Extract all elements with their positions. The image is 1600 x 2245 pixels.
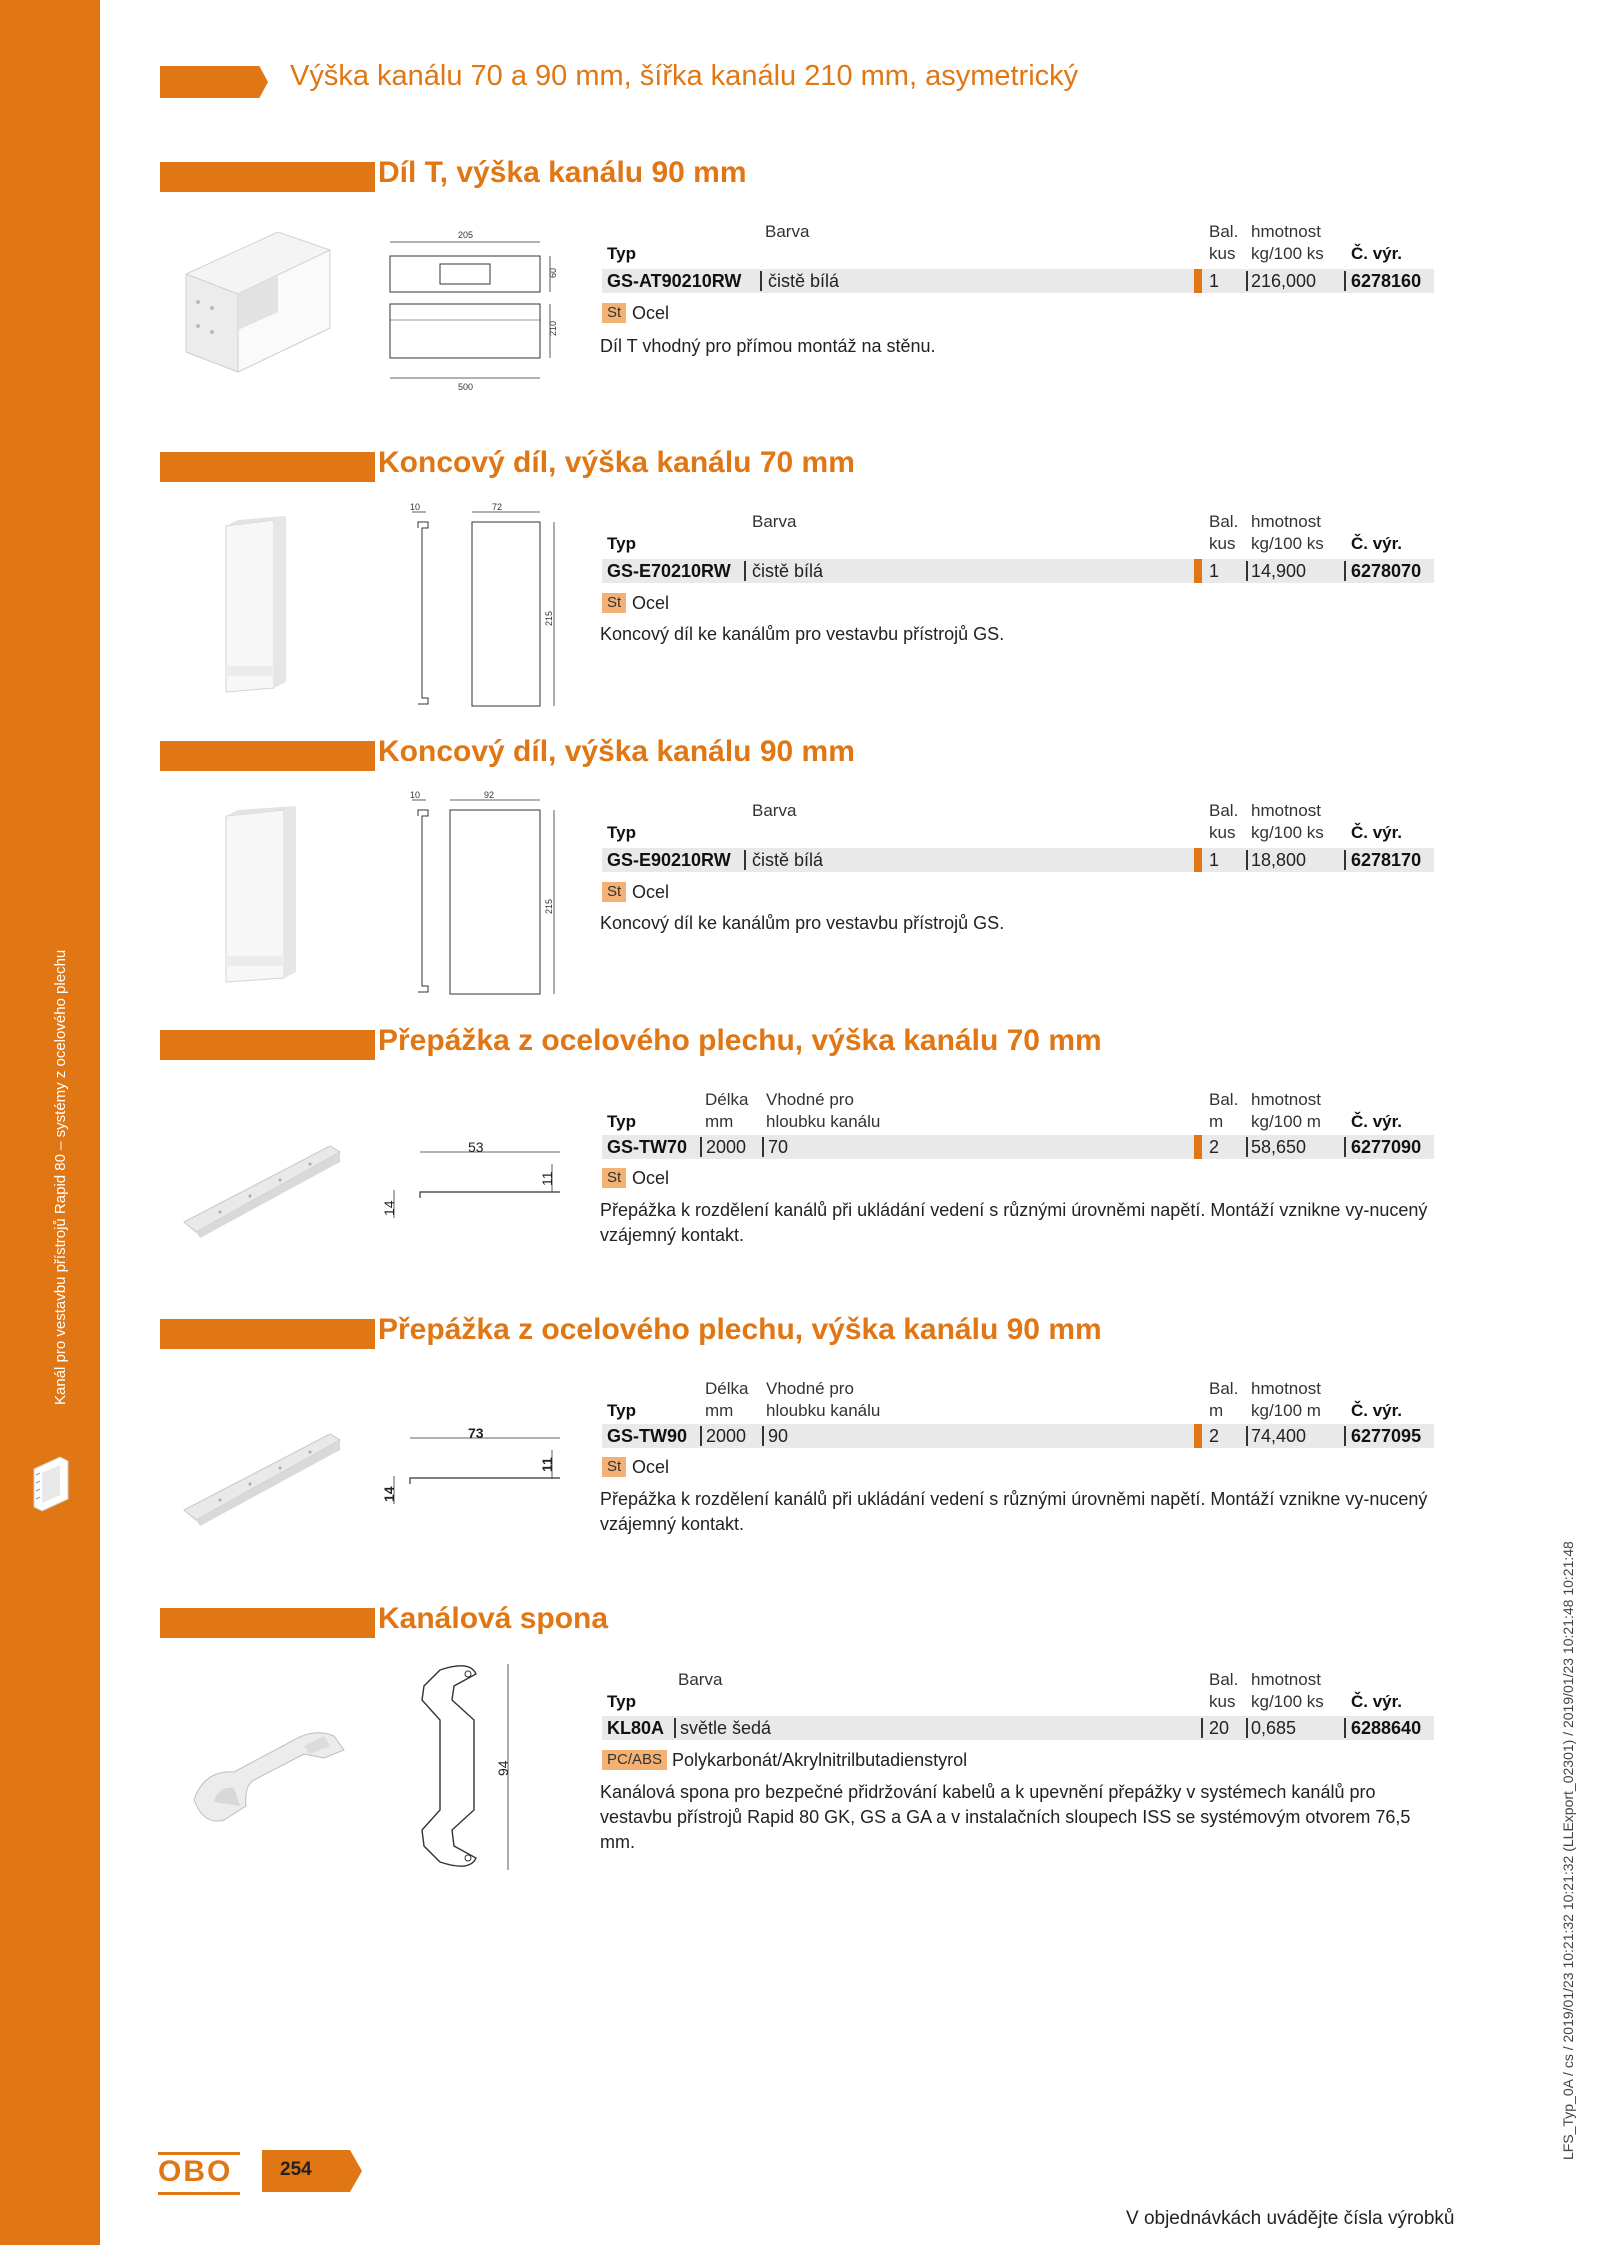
product-photo-t-piece [178,232,338,398]
cell-cislo: 6277095 [1351,1426,1422,1446]
col-header: mm [705,1112,734,1131]
section-accent [160,1608,375,1638]
dim-label: 11 [539,1457,555,1472]
separator [744,850,746,870]
cell-cislo: 6277090 [1351,1137,1422,1157]
row-marker [1194,269,1202,293]
section-title: Přepážka z ocelového plechu, výška kanálu 90 mm [378,1313,1102,1346]
col-header: m [1209,1401,1224,1420]
cell-hmotnost: 0,685 [1251,1718,1297,1738]
product-photo-divider-90 [180,1428,345,1528]
cell-hmotnost: 58,650 [1251,1137,1307,1157]
separator [700,1137,702,1157]
separator [760,271,762,291]
col-header-typ: Typ [607,1692,636,1711]
col-header-typ: Typ [607,1112,636,1131]
separator [1344,1137,1346,1157]
drawing-divider-90 [380,1420,570,1520]
material-text: Polykarbonát/Akrylnitrilbutadienstyrol [672,1750,968,1770]
col-header: kus [1209,823,1236,842]
col-header: kg/100 ks [1251,823,1324,842]
dim-label: 14 [381,1486,397,1502]
col-header: Barva [752,801,797,820]
separator [1201,1718,1203,1738]
col-header: Č. výr. [1351,1401,1403,1420]
description: Koncový díl ke kanálům pro vestavbu přístrojů GS. [600,913,1005,933]
separator [1246,850,1248,870]
col-header: kg/100 ks [1251,1692,1324,1711]
cell-bal: 2 [1209,1137,1220,1157]
col-header: hloubku kanálu [766,1112,881,1131]
cell-barva: čistě bílá [752,561,824,581]
col-header-typ: Typ [607,244,636,263]
row-marker [1194,1424,1202,1448]
section-accent [160,1319,375,1349]
cell-bal: 1 [1209,850,1220,870]
separator [700,1426,702,1446]
description: Koncový díl ke kanálům pro vestavbu přístrojů GS. [600,624,1005,644]
col-header: Č. výr. [1351,823,1403,842]
page-title: Výška kanálu 70 a 90 mm, šířka kanálu 210 mm, asymetrický [290,60,1079,92]
col-header: hmotnost [1251,1379,1321,1398]
section-title: Přepážka z ocelového plechu, výška kanálu 70 mm [378,1024,1102,1057]
col-header: hloubku kanálu [766,1401,881,1420]
product-photo-end-piece-70 [214,516,304,696]
col-header: Č. výr. [1351,534,1403,553]
col-header: Bal. [1209,801,1239,820]
col-header: kus [1209,244,1236,263]
separator [1344,561,1346,581]
col-header: Barva [752,512,797,531]
dim-label: 205 [458,230,474,240]
drawing-channel-clip [410,1660,550,1875]
cell-typ: KL80A [607,1718,665,1738]
cell-bal: 2 [1209,1426,1220,1446]
dim-label: 53 [468,1139,484,1155]
product-photo-divider-70 [180,1140,345,1240]
col-header: Č. výr. [1351,244,1403,263]
cell-hmotnost: 18,800 [1251,850,1307,870]
product-photo-channel-clip [184,1710,354,1840]
col-header: Č. výr. [1351,1692,1403,1711]
obo-logo: OBO [158,2155,233,2188]
separator [744,561,746,581]
cell-hloubka: 90 [768,1426,789,1446]
product-photo-end-piece-90 [214,806,314,986]
material-text: Ocel [632,882,670,902]
col-header: Bal. [1209,1090,1239,1109]
cell-hmotnost: 14,900 [1251,561,1307,581]
section-accent [160,162,375,192]
section-title: Díl T, výška kanálu 90 mm [378,156,747,189]
separator [1344,850,1346,870]
col-header: Vhodné pro [766,1090,854,1109]
row-marker [1194,559,1202,583]
material-text: Ocel [632,1168,670,1188]
material-badge: St [602,882,626,902]
cell-typ: GS-E70210RW [607,561,731,581]
cell-barva: světle šedá [680,1718,772,1738]
cell-typ: GS-AT90210RW [607,271,742,291]
col-header: kus [1209,534,1236,553]
drawing-t-piece [380,228,570,398]
col-header: Bal. [1209,222,1239,241]
description: Přepážka k rozdělení kanálů při ukládání vedení s různými úrovněmi napětí. Montáží vznikne vy-nucený vzájemný kontakt. [600,1489,1428,1534]
dim-label: 215 [544,898,554,914]
col-header-typ: Typ [607,823,636,842]
cell-delka: 2000 [706,1137,747,1157]
section-accent [160,741,375,771]
sidebar-caption: Kanál pro vestavbu přístrojů Rapid 80 – systémy z ocelového plechu [52,949,69,1405]
separator [1246,1137,1248,1157]
col-header: Č. výr. [1351,1112,1403,1131]
description: Díl T vhodný pro přímou montáž na stěnu. [600,336,936,356]
channel-icon [30,1455,72,1513]
material-text: Ocel [632,1457,670,1477]
col-header: hmotnost [1251,512,1321,531]
col-header: hmotnost [1251,801,1321,820]
separator [1246,271,1248,291]
dim-label: 73 [468,1425,484,1441]
cell-bal: 1 [1209,271,1220,291]
description: Přepážka k rozdělení kanálů při ukládání vedení s různými úrovněmi napětí. Montáží vznikne vy-nucený vzájemný kontakt. [600,1200,1428,1245]
cell-cislo: 6278160 [1351,271,1422,291]
dim-label: 10 [410,790,421,800]
col-header: kg/100 m [1251,1112,1321,1131]
separator [674,1718,676,1738]
col-header: mm [705,1401,734,1420]
cell-hmotnost: 74,400 [1251,1426,1307,1446]
header-accent [160,66,268,98]
section-title: Kanálová spona [378,1602,609,1635]
cell-barva: čistě bílá [752,850,824,870]
dim-label: 215 [544,610,554,626]
sidebar-band [0,0,100,2245]
material-text: Ocel [632,593,670,613]
col-header: Délka [705,1090,749,1109]
page-number: 254 [280,2159,312,2180]
col-header: kg/100 ks [1251,534,1324,553]
col-header: Bal. [1209,1670,1239,1689]
section-title: Koncový díl, výška kanálu 90 mm [378,735,855,768]
col-header: kus [1209,1692,1236,1711]
dim-label: 14 [381,1200,397,1216]
dim-label: 210 [548,320,558,336]
separator [1246,1718,1248,1738]
dim-label: 11 [539,1171,555,1186]
col-header: Barva [765,222,810,241]
col-header: Délka [705,1379,749,1398]
col-header: Bal. [1209,512,1239,531]
cell-hloubka: 70 [768,1137,789,1157]
dim-label: 10 [410,502,421,512]
cell-delka: 2000 [706,1426,747,1446]
col-header-typ: Typ [607,534,636,553]
cell-typ: GS-TW70 [607,1137,688,1157]
page-number-tab [262,2150,362,2192]
dim-label: 94 [495,1760,511,1776]
col-header-typ: Typ [607,1401,636,1420]
col-header: kg/100 ks [1251,244,1324,263]
cell-typ: GS-TW90 [607,1426,688,1446]
drawing-end-piece-90 [404,790,574,1000]
cell-hmotnost: 216,000 [1251,271,1317,291]
col-header: m [1209,1112,1224,1131]
separator [1344,1718,1346,1738]
cell-cislo: 6278070 [1351,561,1422,581]
logo-rule [158,2192,240,2195]
footer-note: V objednávkách uvádějte čísla výrobků [1126,2208,1455,2229]
export-metadata: LFS_Typ_0A / cs / 2019/01/23 10:21:32 10:21:32 (LLExport_02301) / 2019/01/23 10:21:48 10:21:48 [1560,1541,1576,2160]
col-header: Vhodné pro [766,1379,854,1398]
separator [1344,1426,1346,1446]
dim-label: 60 [548,267,558,278]
cell-barva: čistě bílá [768,271,840,291]
col-header: hmotnost [1251,222,1321,241]
cell-bal: 1 [1209,561,1220,581]
row-marker [1194,1135,1202,1159]
row-marker [1194,848,1202,872]
dim-label: 72 [492,502,503,512]
section-title: Koncový díl, výška kanálu 70 mm [378,446,855,479]
col-header: hmotnost [1251,1090,1321,1109]
separator [1246,561,1248,581]
drawing-end-piece-70 [404,502,574,712]
col-header: Barva [678,1670,723,1689]
drawing-divider-70 [380,1134,570,1234]
col-header: Bal. [1209,1379,1239,1398]
dim-label: 92 [484,790,495,800]
cell-typ: GS-E90210RW [607,850,731,870]
material-badge: St [602,1457,626,1477]
material-badge: St [602,593,626,613]
section-accent [160,452,375,482]
material-text: Ocel [632,303,670,323]
dim-label: 500 [458,382,474,392]
description: Kanálová spona pro bezpečné přidržování kabelů a k upevnění přepážky v systémech kanálů pro vestavbu přístrojů Rapid 80 GK, GS a GA a v instalačních sloupech ISS se systémovým otvorem 76,5 mm. [600,1782,1411,1852]
separator [762,1137,764,1157]
separator [1344,271,1346,291]
col-header: kg/100 m [1251,1401,1321,1420]
separator [762,1426,764,1446]
col-header: hmotnost [1251,1670,1321,1689]
material-badge: PC/ABS [602,1750,667,1770]
cell-cislo: 6278170 [1351,850,1422,870]
material-badge: St [602,1168,626,1188]
cell-cislo: 6288640 [1351,1718,1422,1738]
section-accent [160,1030,375,1060]
material-badge: St [602,303,626,323]
cell-bal: 20 [1209,1718,1230,1738]
separator [1246,1426,1248,1446]
